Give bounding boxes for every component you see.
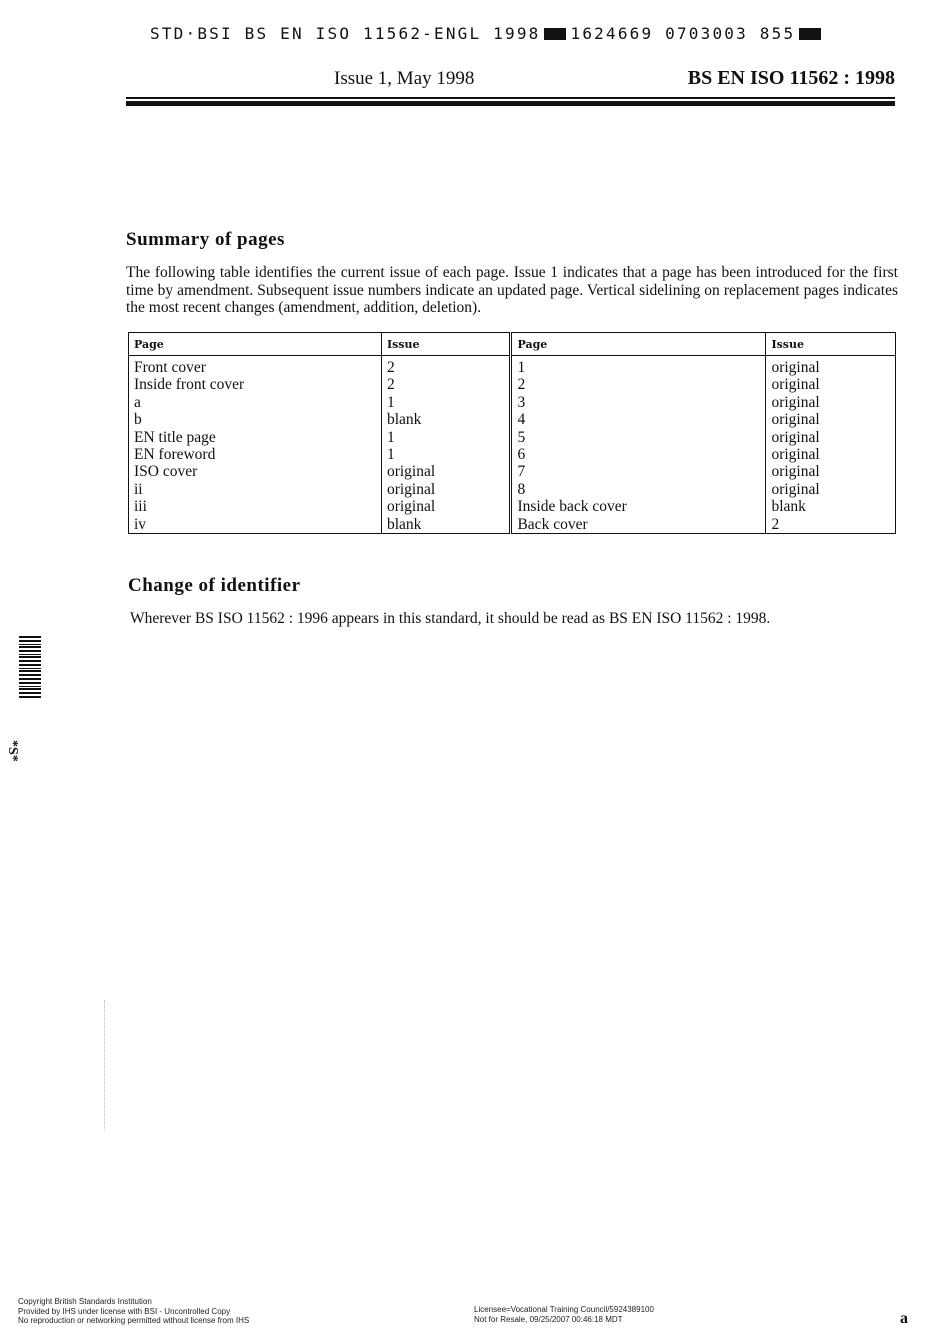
header-page-2: Page <box>511 333 766 356</box>
issue-line: Issue 1, May 1998 <box>334 68 475 89</box>
cell-issue-2: original <box>766 463 896 480</box>
catalog-stamp <box>150 24 825 43</box>
cell-issue: original <box>381 481 511 498</box>
cell-page-2: 4 <box>511 411 766 428</box>
cell-page-2: Back cover <box>511 516 766 534</box>
cell-issue: 1 <box>381 446 511 463</box>
header-issue-2: Issue <box>766 333 896 356</box>
cell-page: b <box>129 411 382 428</box>
cell-issue: 2 <box>381 376 511 393</box>
cell-page-2: 3 <box>511 394 766 411</box>
change-text: Wherever BS ISO 11562 : 1996 appears in this standard, it should be read as BS EN ISO 11562 : 1998. <box>130 610 771 627</box>
footer-copyright <box>18 1297 249 1326</box>
header-rule <box>126 97 895 99</box>
cell-issue: 1 <box>381 429 511 446</box>
cell-page: Inside front cover <box>129 376 382 393</box>
cell-page-2: 2 <box>511 376 766 393</box>
header-page: Page <box>129 333 382 356</box>
cell-issue-2: original <box>766 481 896 498</box>
table-row <box>129 516 896 534</box>
table-row <box>129 411 896 428</box>
catalog-stamp-text: STD·BSI BS EN ISO 11562-ENGL 1998 <box>150 24 541 43</box>
footer-line: Not for Resale, 09/25/2007 00:46:18 MDT <box>474 1314 623 1324</box>
footer-line: Provided by IHS under license with BSI - Uncontrolled Copy <box>18 1306 231 1316</box>
cell-page: ii <box>129 481 382 498</box>
cell-issue-2: blank <box>766 498 896 515</box>
summary-table <box>128 332 896 534</box>
table-header-row <box>129 333 896 356</box>
table-row <box>129 429 896 446</box>
table-body <box>129 356 896 534</box>
summary-heading: Summary of pages <box>126 229 285 250</box>
cell-issue: original <box>381 463 511 480</box>
table-row <box>129 481 896 498</box>
scan-artifact <box>104 1000 106 1130</box>
side-mark: *S* <box>5 740 20 762</box>
cell-issue: blank <box>381 411 511 428</box>
cell-issue-2: original <box>766 446 896 463</box>
footer-line: No reproduction or networking permitted without license from IHS <box>18 1316 250 1325</box>
change-heading: Change of identifier <box>128 575 301 596</box>
cell-page-2: 7 <box>511 463 766 480</box>
barcode <box>19 636 41 700</box>
footer-line: Licensee=Vocational Training Council/5924389100 <box>474 1305 654 1314</box>
cell-page-2: 5 <box>511 429 766 446</box>
cell-issue: 1 <box>381 394 511 411</box>
footer-licensee <box>474 1305 654 1324</box>
cell-issue-2: original <box>766 394 896 411</box>
summary-intro: The following table identifies the current issue of each page. Issue 1 indicates that a page has been introduced for the first time by amendment. Subsequent issue numbers indicate an updated page. Vertical sidelining on replacement pages indicates the most recent changes (amendment, addition, deletion). <box>126 264 898 316</box>
table-row <box>129 356 896 377</box>
page-number: a <box>900 1310 908 1327</box>
cell-page: EN foreword <box>129 446 382 463</box>
cell-page-2: 6 <box>511 446 766 463</box>
stamp-block-mark <box>544 28 566 40</box>
table-row <box>129 376 896 393</box>
header-issue: Issue <box>381 333 511 356</box>
cell-page: iii <box>129 498 382 515</box>
catalog-stamp-tail: 1624669 0703003 855 <box>570 24 796 43</box>
table-row <box>129 446 896 463</box>
standard-title: BS EN ISO 11562 : 1998 <box>687 67 895 89</box>
cell-page: ISO cover <box>129 463 382 480</box>
cell-issue-2: original <box>766 429 896 446</box>
cell-page: EN title page <box>129 429 382 446</box>
cell-issue: 2 <box>381 356 511 377</box>
cell-page: Front cover <box>129 356 382 377</box>
cell-page-2: 8 <box>511 481 766 498</box>
footer-line: Copyright British Standards Institution <box>18 1297 152 1306</box>
cell-page: iv <box>129 516 382 534</box>
cell-issue-2: original <box>766 411 896 428</box>
cell-page-2: Inside back cover <box>511 498 766 515</box>
cell-issue: original <box>381 498 511 515</box>
header-rule-thick <box>126 101 895 106</box>
table-row <box>129 463 896 480</box>
stamp-block-mark-end <box>799 28 821 40</box>
table-row <box>129 394 896 411</box>
cell-page: a <box>129 394 382 411</box>
cell-issue-2: original <box>766 376 896 393</box>
cell-issue-2: original <box>766 356 896 377</box>
cell-issue-2: 2 <box>766 516 896 534</box>
cell-page-2: 1 <box>511 356 766 377</box>
table-row <box>129 498 896 515</box>
cell-issue: blank <box>381 516 511 534</box>
